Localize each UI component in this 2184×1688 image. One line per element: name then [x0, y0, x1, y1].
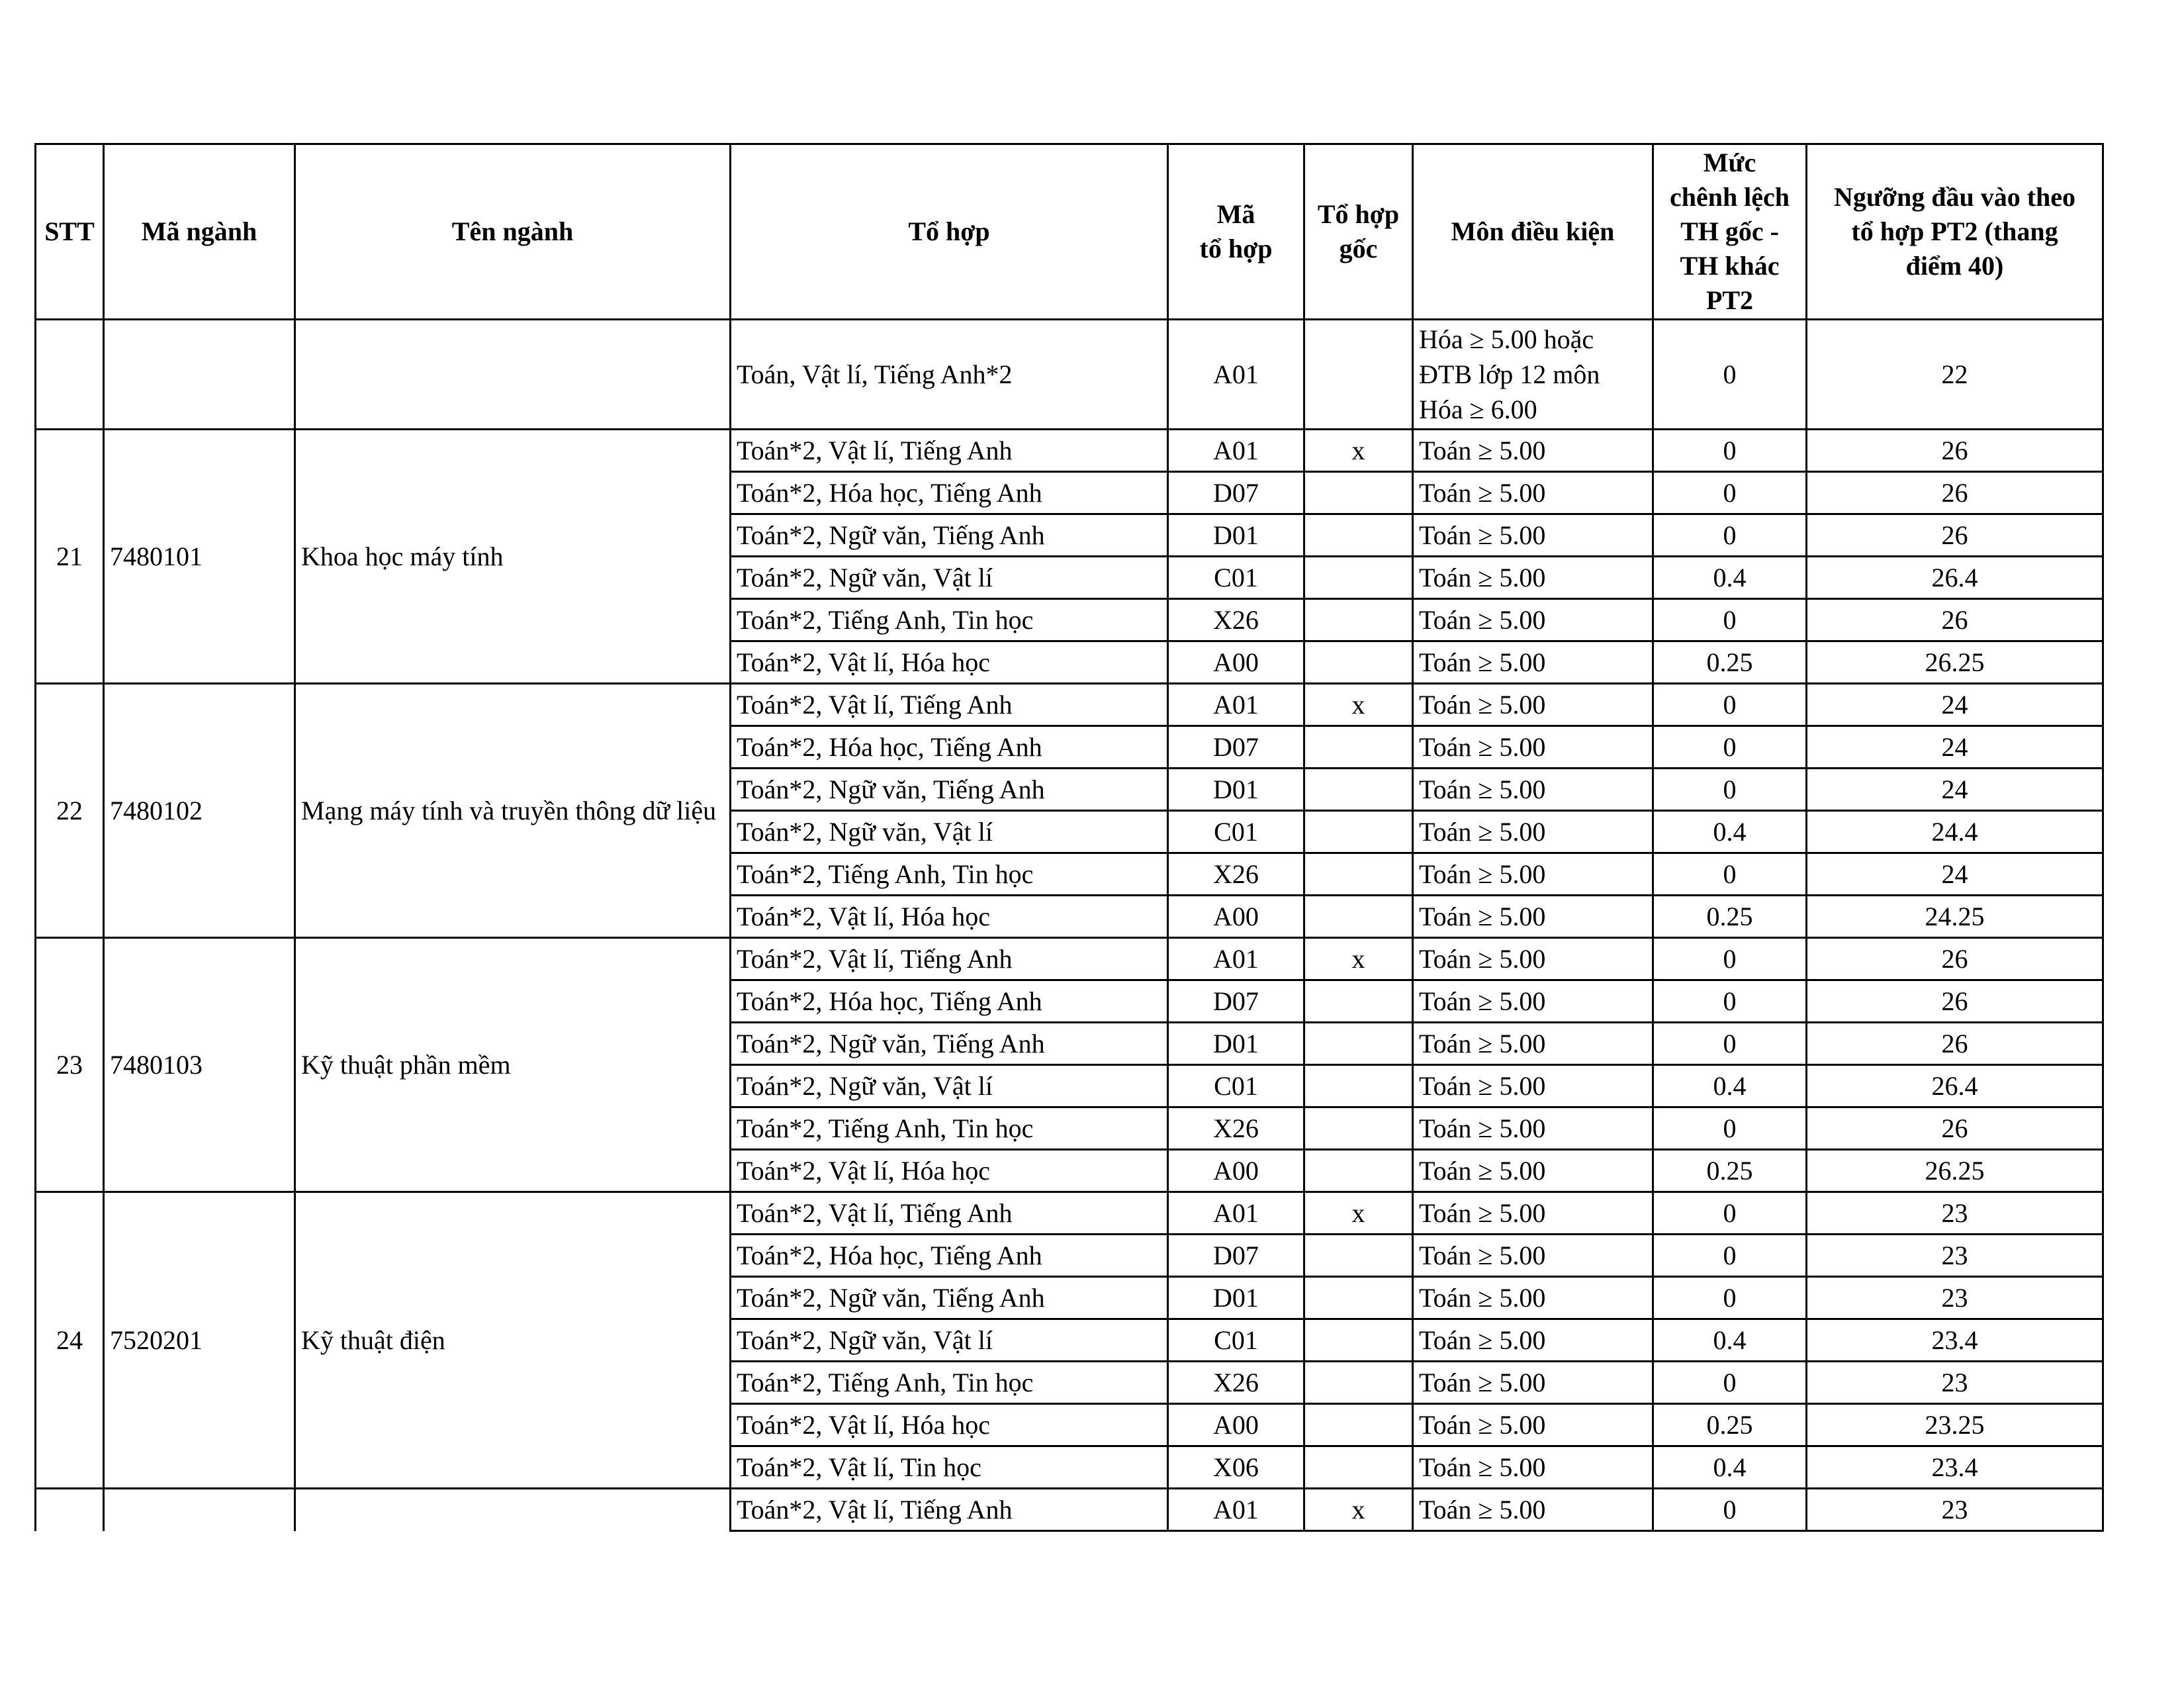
admissions-table: [34, 143, 2104, 1532]
header-ma-nganh: Mã ngành: [104, 144, 295, 320]
cell-base-combination: [1304, 557, 1413, 599]
cell-base-combination: [1304, 1023, 1413, 1065]
cell-threshold: 26: [1807, 472, 2103, 514]
cell-combination-code: A01: [1168, 1489, 1304, 1531]
cell-condition: Toán ≥ 5.00: [1413, 684, 1653, 726]
cell-base-combination: [1304, 853, 1413, 896]
cell-threshold: 23: [1807, 1235, 2103, 1277]
cell-combination-code: X26: [1168, 853, 1304, 896]
cell-major-name: Mạng máy tính và truyền thông dữ liệu: [295, 684, 731, 938]
cell-difference: 0: [1653, 472, 1807, 514]
cell-combination-code: X06: [1168, 1446, 1304, 1489]
cell-condition: Toán ≥ 5.00: [1413, 1446, 1653, 1489]
cell-difference: 0.25: [1653, 896, 1807, 938]
cell-combination-code: A01: [1168, 938, 1304, 980]
cell-difference: 0: [1653, 1277, 1807, 1319]
cell-combination: Toán*2, Ngữ văn, Tiếng Anh: [731, 769, 1168, 811]
cell-difference: 0.4: [1653, 1065, 1807, 1107]
cell-base-combination: x: [1304, 1489, 1413, 1531]
cell-combination-code: A01: [1168, 684, 1304, 726]
cell-base-combination: x: [1304, 430, 1413, 472]
cell-base-combination: [1304, 1235, 1413, 1277]
cell-combination: Toán*2, Vật lí, Tiếng Anh: [731, 938, 1168, 980]
cell-combination-code: D07: [1168, 980, 1304, 1023]
cell-combination: Toán*2, Ngữ văn, Vật lí: [731, 557, 1168, 599]
cell-combination-code: D01: [1168, 769, 1304, 811]
cell-major-name: [295, 320, 731, 430]
cell-combination-code: A00: [1168, 896, 1304, 938]
cell-condition: Toán ≥ 5.00: [1413, 1023, 1653, 1065]
cell-condition: Toán ≥ 5.00: [1413, 853, 1653, 896]
cell-threshold: 26: [1807, 1023, 2103, 1065]
cell-difference: 0.4: [1653, 557, 1807, 599]
cell-combination: Toán*2, Tiếng Anh, Tin học: [731, 1362, 1168, 1404]
cell-major-code: 7480102: [104, 684, 295, 938]
cell-combination-code: A00: [1168, 641, 1304, 684]
cell-combination: Toán*2, Vật lí, Hóa học: [731, 896, 1168, 938]
cell-combination-code: A01: [1168, 1192, 1304, 1235]
table-row: [36, 1192, 2103, 1235]
cell-difference: 0: [1653, 726, 1807, 769]
cell-combination: Toán*2, Tiếng Anh, Tin học: [731, 1107, 1168, 1150]
cell-base-combination: [1304, 896, 1413, 938]
cell-combination: Toán*2, Ngữ văn, Vật lí: [731, 1319, 1168, 1362]
cell-combination-code: A00: [1168, 1150, 1304, 1192]
cell-combination-code: C01: [1168, 1065, 1304, 1107]
table-row: [36, 1489, 2103, 1531]
table-row: [36, 430, 2103, 472]
cell-condition: Toán ≥ 5.00: [1413, 430, 1653, 472]
cell-condition: Toán ≥ 5.00: [1413, 938, 1653, 980]
cell-threshold: 24: [1807, 853, 2103, 896]
cell-base-combination: [1304, 1107, 1413, 1150]
cell-stt: 21: [36, 430, 104, 684]
cell-condition: Toán ≥ 5.00: [1413, 1192, 1653, 1235]
cell-base-combination: [1304, 514, 1413, 557]
cell-base-combination: x: [1304, 938, 1413, 980]
cell-difference: 0: [1653, 1023, 1807, 1065]
cell-threshold: 26: [1807, 599, 2103, 641]
cell-base-combination: [1304, 1362, 1413, 1404]
cell-difference: 0.4: [1653, 1319, 1807, 1362]
cell-stt: [36, 320, 104, 430]
cell-combination-code: A01: [1168, 430, 1304, 472]
table-body: [36, 320, 2103, 1531]
cell-combination: Toán*2, Vật lí, Hóa học: [731, 641, 1168, 684]
cell-combination: Toán*2, Ngữ văn, Tiếng Anh: [731, 1277, 1168, 1319]
cell-difference: 0: [1653, 430, 1807, 472]
cell-difference: 0: [1653, 1489, 1807, 1531]
cell-combination-code: D07: [1168, 472, 1304, 514]
cell-condition: Toán ≥ 5.00: [1413, 1404, 1653, 1446]
cell-condition: Toán ≥ 5.00: [1413, 472, 1653, 514]
cell-combination-code: D07: [1168, 1235, 1304, 1277]
cell-base-combination: [1304, 1065, 1413, 1107]
cell-base-combination: [1304, 472, 1413, 514]
cell-threshold: 23: [1807, 1362, 2103, 1404]
cell-difference: 0: [1653, 1235, 1807, 1277]
cell-condition: Toán ≥ 5.00: [1413, 726, 1653, 769]
cell-stt: 24: [36, 1192, 104, 1489]
cell-threshold: 24.25: [1807, 896, 2103, 938]
cell-base-combination: [1304, 320, 1413, 430]
cell-threshold: 26.4: [1807, 557, 2103, 599]
cell-threshold: 24: [1807, 726, 2103, 769]
table-row: [36, 684, 2103, 726]
cell-difference: 0: [1653, 1107, 1807, 1150]
cell-condition: Toán ≥ 5.00: [1413, 1319, 1653, 1362]
header-nguong: Ngưỡng đầu vào theo tổ hợp PT2 (thang điểm 40): [1807, 144, 2103, 320]
cell-major-name: [295, 1489, 731, 1531]
cell-combination: Toán*2, Vật lí, Tin học: [731, 1446, 1168, 1489]
cell-major-code: [104, 320, 295, 430]
cell-condition: Toán ≥ 5.00: [1413, 1277, 1653, 1319]
cell-combination: Toán*2, Hóa học, Tiếng Anh: [731, 980, 1168, 1023]
cell-threshold: 23.4: [1807, 1446, 2103, 1489]
cell-base-combination: [1304, 1404, 1413, 1446]
cell-combination: Toán*2, Vật lí, Tiếng Anh: [731, 430, 1168, 472]
cell-difference: 0.4: [1653, 811, 1807, 853]
cell-threshold: 22: [1807, 320, 2103, 430]
cell-major-code: 7480103: [104, 938, 295, 1192]
cell-base-combination: [1304, 726, 1413, 769]
header-to-hop: Tổ hợp: [731, 144, 1168, 320]
cell-major-name: Kỹ thuật phần mềm: [295, 938, 731, 1192]
cell-major-code: 7480101: [104, 430, 295, 684]
cell-combination: Toán*2, Hóa học, Tiếng Anh: [731, 726, 1168, 769]
cell-combination-code: X26: [1168, 599, 1304, 641]
cell-base-combination: [1304, 769, 1413, 811]
cell-stt: 22: [36, 684, 104, 938]
cell-threshold: 26: [1807, 1107, 2103, 1150]
cell-threshold: 24.4: [1807, 811, 2103, 853]
cell-base-combination: x: [1304, 684, 1413, 726]
cell-combination: Toán, Vật lí, Tiếng Anh*2: [731, 320, 1168, 430]
cell-combination: Toán*2, Ngữ văn, Tiếng Anh: [731, 514, 1168, 557]
cell-base-combination: [1304, 599, 1413, 641]
cell-condition: Hóa ≥ 5.00 hoặc ĐTB lớp 12 môn Hóa ≥ 6.00: [1413, 320, 1653, 430]
cell-condition: Toán ≥ 5.00: [1413, 1489, 1653, 1531]
header-stt: STT: [36, 144, 104, 320]
cell-combination-code: X26: [1168, 1107, 1304, 1150]
cell-stt: [36, 1489, 104, 1531]
cell-base-combination: [1304, 1150, 1413, 1192]
cell-condition: Toán ≥ 5.00: [1413, 1065, 1653, 1107]
cell-condition: Toán ≥ 5.00: [1413, 1235, 1653, 1277]
cell-condition: Toán ≥ 5.00: [1413, 1107, 1653, 1150]
cell-condition: Toán ≥ 5.00: [1413, 896, 1653, 938]
cell-combination: Toán*2, Tiếng Anh, Tin học: [731, 853, 1168, 896]
cell-combination: Toán*2, Ngữ văn, Vật lí: [731, 811, 1168, 853]
cell-combination: Toán*2, Hóa học, Tiếng Anh: [731, 472, 1168, 514]
cell-combination: Toán*2, Hóa học, Tiếng Anh: [731, 1235, 1168, 1277]
cell-condition: Toán ≥ 5.00: [1413, 980, 1653, 1023]
cell-threshold: 24: [1807, 684, 2103, 726]
cell-threshold: 26: [1807, 514, 2103, 557]
cell-combination-code: D01: [1168, 1023, 1304, 1065]
cell-condition: Toán ≥ 5.00: [1413, 641, 1653, 684]
header-to-hop-goc: Tổ hợp gốc: [1304, 144, 1413, 320]
cell-difference: 0: [1653, 769, 1807, 811]
cell-difference: 0: [1653, 853, 1807, 896]
table-header: [36, 144, 2103, 320]
cell-difference: 0: [1653, 1362, 1807, 1404]
cell-difference: 0.25: [1653, 641, 1807, 684]
cell-threshold: 23: [1807, 1489, 2103, 1531]
cell-threshold: 23.4: [1807, 1319, 2103, 1362]
cell-threshold: 23.25: [1807, 1404, 2103, 1446]
cell-difference: 0.25: [1653, 1404, 1807, 1446]
cell-condition: Toán ≥ 5.00: [1413, 599, 1653, 641]
cell-threshold: 24: [1807, 769, 2103, 811]
cell-condition: Toán ≥ 5.00: [1413, 811, 1653, 853]
cell-combination: Toán*2, Vật lí, Hóa học: [731, 1150, 1168, 1192]
cell-major-name: Khoa học máy tính: [295, 430, 731, 684]
cell-combination: Toán*2, Tiếng Anh, Tin học: [731, 599, 1168, 641]
header-muc-chenh-lech: Mức chênh lệch TH gốc - TH khác PT2: [1653, 144, 1807, 320]
cell-combination-code: A01: [1168, 320, 1304, 430]
cell-threshold: 23: [1807, 1277, 2103, 1319]
cell-threshold: 26.4: [1807, 1065, 2103, 1107]
cell-threshold: 26.25: [1807, 1150, 2103, 1192]
cell-major-code: 7520201: [104, 1192, 295, 1489]
cell-condition: Toán ≥ 5.00: [1413, 514, 1653, 557]
cell-combination-code: C01: [1168, 811, 1304, 853]
table-row: [36, 320, 2103, 430]
cell-stt: 23: [36, 938, 104, 1192]
cell-difference: 0.4: [1653, 1446, 1807, 1489]
cell-difference: 0: [1653, 980, 1807, 1023]
header-mon-dieu-kien: Môn điều kiện: [1413, 144, 1653, 320]
cell-threshold: 26: [1807, 430, 2103, 472]
cell-difference: 0.25: [1653, 1150, 1807, 1192]
cell-combination: Toán*2, Vật lí, Tiếng Anh: [731, 1489, 1168, 1531]
cell-base-combination: [1304, 980, 1413, 1023]
cell-combination: Toán*2, Vật lí, Tiếng Anh: [731, 684, 1168, 726]
cell-condition: Toán ≥ 5.00: [1413, 1150, 1653, 1192]
cell-difference: 0: [1653, 599, 1807, 641]
cell-combination-code: A00: [1168, 1404, 1304, 1446]
cell-difference: 0: [1653, 320, 1807, 430]
cell-combination: Toán*2, Vật lí, Tiếng Anh: [731, 1192, 1168, 1235]
cell-condition: Toán ≥ 5.00: [1413, 1362, 1653, 1404]
cell-threshold: 26: [1807, 938, 2103, 980]
cell-combination-code: D01: [1168, 1277, 1304, 1319]
cell-major-name: Kỹ thuật điện: [295, 1192, 731, 1489]
table-row: [36, 938, 2103, 980]
cell-difference: 0: [1653, 684, 1807, 726]
cell-difference: 0: [1653, 1192, 1807, 1235]
cell-major-code: [104, 1489, 295, 1531]
cell-threshold: 26: [1807, 980, 2103, 1023]
cell-base-combination: [1304, 641, 1413, 684]
header-ma-to-hop: Mã tổ hợp: [1168, 144, 1304, 320]
cell-condition: Toán ≥ 5.00: [1413, 557, 1653, 599]
cell-difference: 0: [1653, 938, 1807, 980]
cell-base-combination: [1304, 1319, 1413, 1362]
cell-combination-code: C01: [1168, 557, 1304, 599]
cell-combination: Toán*2, Vật lí, Hóa học: [731, 1404, 1168, 1446]
cell-combination-code: D01: [1168, 514, 1304, 557]
cell-base-combination: [1304, 811, 1413, 853]
cell-combination: Toán*2, Ngữ văn, Vật lí: [731, 1065, 1168, 1107]
cell-base-combination: [1304, 1277, 1413, 1319]
header-ten-nganh: Tên ngành: [295, 144, 731, 320]
cell-combination-code: X26: [1168, 1362, 1304, 1404]
cell-threshold: 26.25: [1807, 641, 2103, 684]
cell-combination-code: C01: [1168, 1319, 1304, 1362]
cell-threshold: 23: [1807, 1192, 2103, 1235]
cell-combination: Toán*2, Ngữ văn, Tiếng Anh: [731, 1023, 1168, 1065]
cell-base-combination: [1304, 1446, 1413, 1489]
cell-base-combination: x: [1304, 1192, 1413, 1235]
cell-difference: 0: [1653, 514, 1807, 557]
cell-condition: Toán ≥ 5.00: [1413, 769, 1653, 811]
cell-combination-code: D07: [1168, 726, 1304, 769]
